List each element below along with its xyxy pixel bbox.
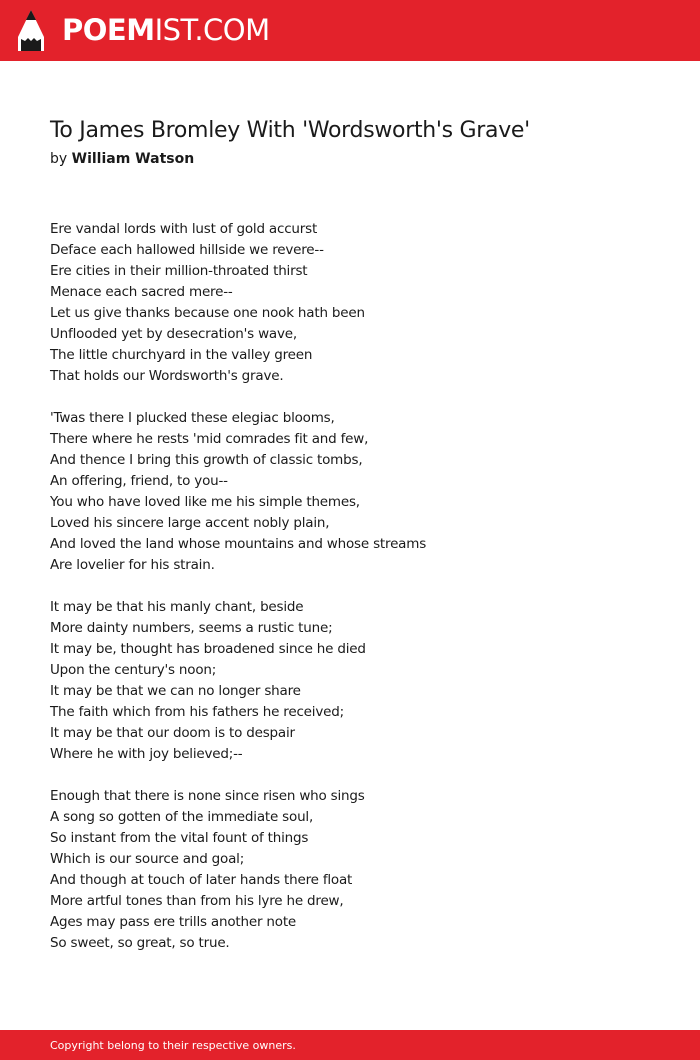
poem-title: To James Bromley With 'Wordsworth's Grave'	[50, 118, 530, 143]
poem-line: The little churchyard in the valley green	[50, 347, 313, 363]
poem-line: Let us give thanks because one nook hath been	[50, 305, 365, 321]
poem-line: Unflooded yet by desecration's wave,	[50, 326, 297, 342]
poem-line: And though at touch of later hands there float	[50, 872, 353, 888]
poem-body	[50, 219, 670, 975]
poem-line: Deface each hallowed hillside we revere--	[50, 242, 324, 258]
poem-line: Which is our source and goal;	[50, 851, 245, 867]
poem-line: Loved his sincere large accent nobly plain,	[50, 515, 330, 531]
copyright-text: Copyright belong to their respective owners.	[50, 1039, 296, 1052]
poem-line: So sweet, so great, so true.	[50, 935, 230, 951]
logo-bold-text: POEM	[62, 13, 155, 47]
poem-line: Ages may pass ere trills another note	[50, 914, 297, 930]
author-name: William Watson	[71, 151, 195, 167]
poem-line: And loved the land whose mountains and whose streams	[50, 536, 427, 552]
poem-line: You who have loved like me his simple themes,	[50, 494, 360, 510]
site-header	[0, 0, 700, 61]
poem-line: Are lovelier for his strain.	[50, 557, 215, 573]
site-footer	[0, 1030, 700, 1060]
poem-line: More dainty numbers, seems a rustic tune;	[50, 620, 333, 636]
poem-line: So instant from the vital fount of things	[50, 830, 309, 846]
poem-stanza	[50, 408, 670, 576]
poem-stanza	[50, 597, 670, 765]
poem-line: More artful tones than from his lyre he drew,	[50, 893, 344, 909]
poem-line: Ere vandal lords with lust of gold accurst	[50, 221, 318, 237]
poem-line: That holds our Wordsworth's grave.	[50, 368, 284, 384]
pencil-tip-icon	[18, 10, 44, 51]
poem-line: Menace each sacred mere--	[50, 284, 233, 300]
poem-line: Ere cities in their million-throated thirst	[50, 263, 308, 279]
poem-line: It may be that we can no longer share	[50, 683, 301, 699]
poem-line: It may be, thought has broadened since he died	[50, 641, 366, 657]
byline	[50, 149, 194, 169]
poem-line: 'Twas there I plucked these elegiac blooms,	[50, 410, 335, 426]
by-label: by	[50, 151, 68, 167]
poem-line: And thence I bring this growth of classic tombs,	[50, 452, 363, 468]
poem-line: Enough that there is none since risen who sings	[50, 788, 365, 804]
site-logo[interactable]	[62, 12, 270, 48]
poem-line: Where he with joy believed;--	[50, 746, 243, 762]
poem-line: The faith which from his fathers he received;	[50, 704, 344, 720]
poem-line: A song so gotten of the immediate soul,	[50, 809, 314, 825]
poem-stanza	[50, 219, 670, 387]
poem-line: It may be that our doom is to despair	[50, 725, 295, 741]
poem-line: There where he rests 'mid comrades fit and few,	[50, 431, 369, 447]
poem-line: It may be that his manly chant, beside	[50, 599, 304, 615]
poem-line: An offering, friend, to you--	[50, 473, 228, 489]
logo-light-text: IST.COM	[154, 13, 270, 47]
poem-stanza	[50, 786, 670, 954]
poem-line: Upon the century's noon;	[50, 662, 217, 678]
